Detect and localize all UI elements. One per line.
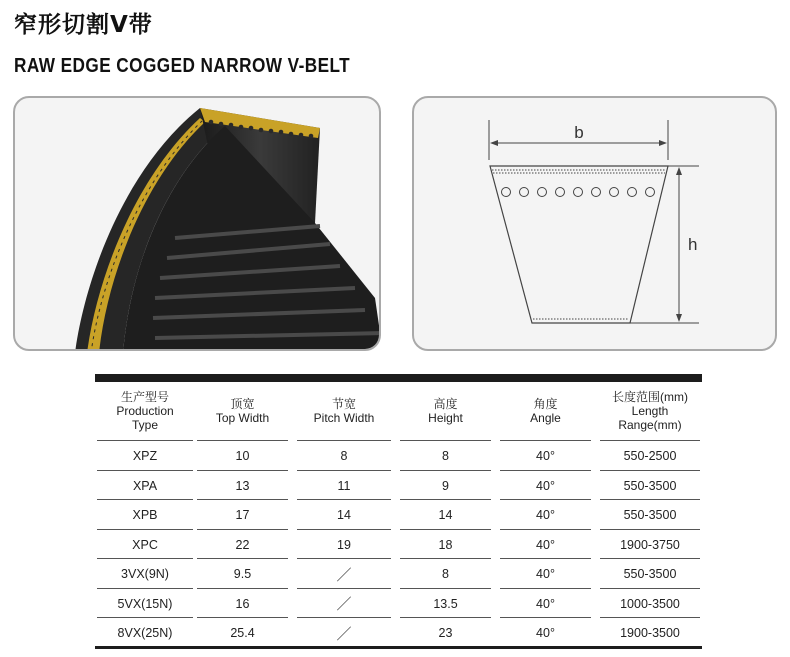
table-cell: 8VX(25N)	[117, 626, 173, 640]
table-cell: 25.4	[230, 626, 255, 640]
header-cn: 顶宽	[230, 397, 255, 411]
table-cell: 8	[340, 449, 348, 463]
header-pitch-width	[295, 382, 393, 440]
table-cell: 550-3500	[623, 508, 677, 522]
table-cell: 1000-3500	[620, 596, 680, 611]
table-bottom-rule	[95, 646, 702, 649]
header-en: Pitch Width	[313, 411, 375, 425]
table-cell: XPZ	[132, 449, 158, 463]
table-cell: XPC	[132, 537, 158, 552]
header-en: Top Width	[215, 411, 270, 425]
table-cell: 13.5	[433, 596, 458, 611]
dimension-b-label: b	[574, 123, 584, 142]
table-cell: 550-2500	[623, 449, 677, 463]
header-cn: 角度	[533, 397, 558, 411]
table-cell: 40°	[536, 478, 555, 493]
table-row	[95, 471, 702, 501]
table-row	[95, 589, 702, 619]
cross-section-panel	[412, 96, 777, 351]
table-cell: 11	[337, 478, 351, 493]
table-cell: 14	[337, 508, 351, 522]
table-cell: 9.5	[233, 567, 252, 581]
table-cell: 40°	[536, 537, 555, 552]
header-angle	[498, 382, 593, 440]
table-cell: XPA	[132, 478, 158, 493]
table-cell: 40°	[536, 567, 555, 581]
table-cell: ／	[336, 565, 352, 584]
table-cell: 8	[442, 567, 449, 581]
table-cell: 13	[235, 478, 250, 493]
header-length-range	[598, 382, 702, 440]
table-row	[95, 441, 702, 471]
table-row	[95, 618, 702, 648]
header-en: Type	[131, 418, 158, 432]
table-cell: ／	[336, 595, 352, 613]
table-row	[95, 530, 702, 560]
table-top-rule	[95, 374, 702, 382]
table-cell: 1900-3500	[620, 626, 680, 640]
table-cell: 3VX(9N)	[121, 567, 169, 581]
table-cell: 550-3500	[623, 478, 677, 493]
table-cell: 40°	[536, 449, 555, 463]
table-cell: 9	[442, 478, 449, 493]
table-cell: 10	[235, 449, 250, 463]
header-cn: 长度范围(mm)	[612, 390, 688, 404]
cross-section-diagram	[414, 98, 777, 351]
table-cell: 22	[235, 537, 250, 552]
table-cell: 17	[235, 508, 250, 522]
header-en: Height	[428, 411, 463, 425]
header-en: Length	[631, 404, 669, 418]
table-cell: 8	[442, 449, 449, 463]
header-top-width	[195, 382, 290, 440]
header-en: Range(mm)	[618, 418, 682, 432]
table-cell: 1900-3750	[620, 537, 680, 552]
belt-photo-panel	[13, 96, 381, 351]
table-cell: 14	[438, 508, 453, 522]
header-production-type	[95, 382, 195, 440]
table-cell: 550-3500	[623, 567, 677, 581]
header-cn: 高度	[433, 397, 458, 411]
table-cell: 18	[438, 537, 453, 552]
table-header	[95, 382, 702, 440]
header-en: Angle	[530, 411, 561, 425]
table-row	[95, 559, 702, 589]
page-title-english: RAW EDGE COGGED NARROW V-BELT	[14, 55, 351, 77]
cogged-belt-illustration	[15, 98, 381, 351]
header-cn: 生产型号	[120, 390, 169, 404]
table-cell: 40°	[536, 508, 555, 522]
table-cell: 40°	[536, 626, 555, 640]
header-cn: 节宽	[331, 397, 356, 411]
table-cell: 40°	[536, 596, 555, 611]
table-cell: XPB	[132, 508, 158, 522]
header-height	[398, 382, 493, 440]
dimension-h-label: h	[688, 235, 698, 254]
page-title-chinese: 窄形切割V带	[14, 12, 153, 38]
table-cell: 16	[235, 596, 250, 611]
header-en: Production	[116, 404, 174, 418]
table-cell: ／	[336, 624, 352, 643]
table-cell: 19	[337, 537, 351, 552]
table-cell: 5VX(15N)	[117, 596, 173, 611]
table-cell: 23	[438, 626, 453, 640]
table-row	[95, 500, 702, 530]
